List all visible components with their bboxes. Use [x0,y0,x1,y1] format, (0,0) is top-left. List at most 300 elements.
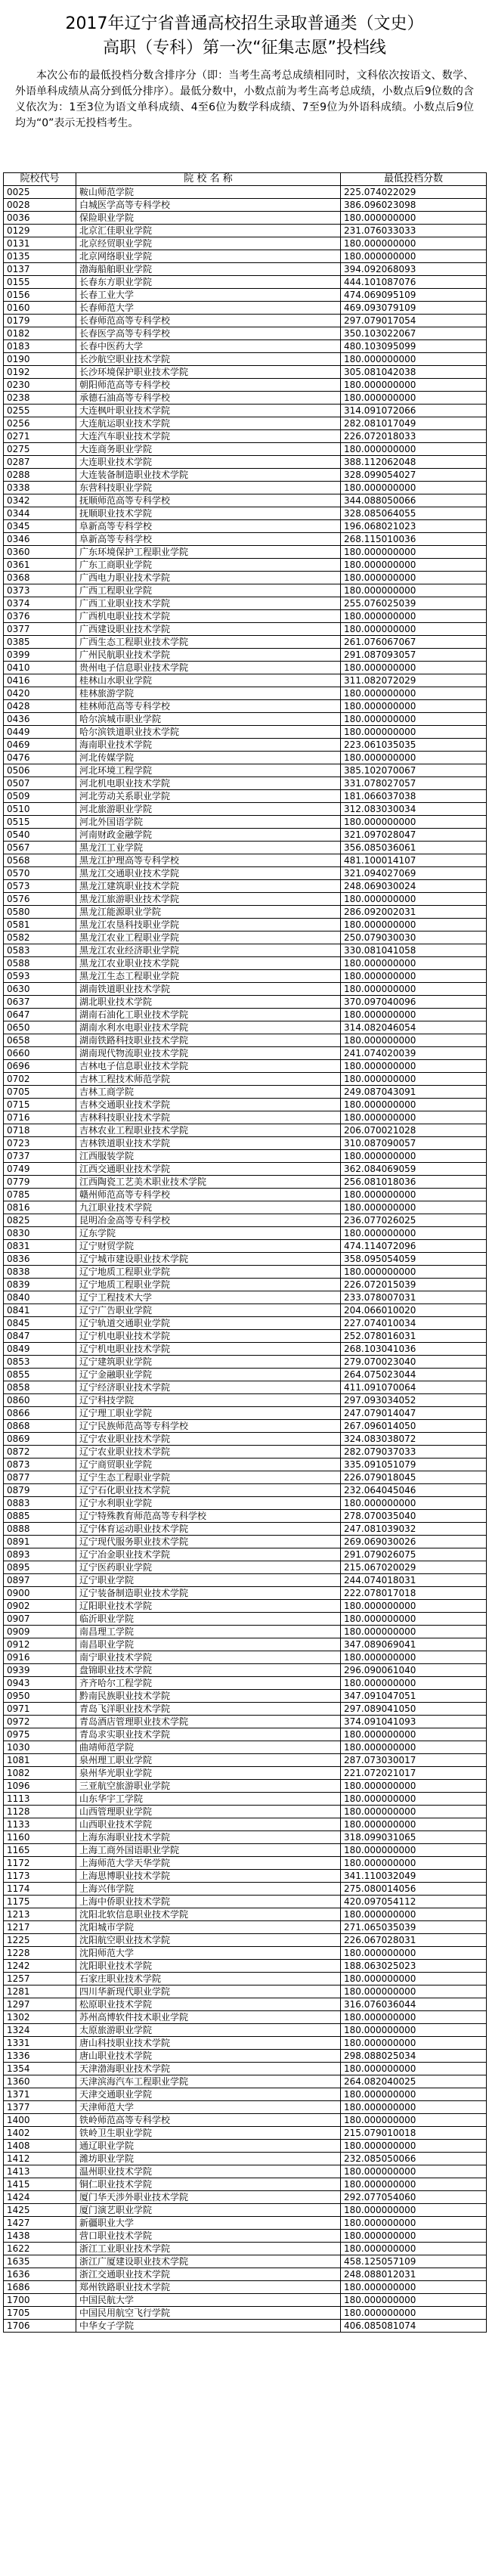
table-row [4,906,487,919]
min-score-cell: 180.000000000 [341,1073,487,1086]
table-row [4,777,487,790]
school-code-cell: 0939 [4,1664,76,1677]
school-name-cell: 鞍山师范学院 [76,186,341,199]
school-code-cell: 0570 [4,867,76,880]
table-row [4,2011,487,2024]
table-row [4,2191,487,2204]
school-code-cell: 0779 [4,1176,76,1189]
table-row [4,597,487,610]
school-name-cell: 中国民航大学 [76,2294,341,2307]
min-score-cell: 215.067020029 [341,1561,487,1574]
table-row [4,790,487,803]
school-code-cell: 0660 [4,1047,76,1060]
table-row [4,1227,487,1240]
min-score-cell: 226.079018045 [341,1471,487,1484]
min-score-cell: 279.070023040 [341,1356,487,1369]
min-score-cell: 180.000000000 [341,2114,487,2127]
min-score-cell: 458.125057109 [341,2255,487,2268]
school-name-cell: 赣州师范高等专科学校 [76,1189,341,1201]
table-row [4,1677,487,1690]
school-code-cell: 0723 [4,1137,76,1150]
school-code-cell: 1336 [4,2050,76,2063]
min-score-cell: 305.081042038 [341,366,487,379]
school-name-cell: 临沂职业学院 [76,1613,341,1626]
table-row [4,199,487,212]
school-code-cell: 0975 [4,1728,76,1741]
school-code-cell: 0573 [4,880,76,893]
table-row [4,507,487,520]
school-code-cell: 0909 [4,1626,76,1638]
table-row [4,2088,487,2101]
school-name-cell: 上海工商外国语职业学院 [76,1844,341,1857]
school-name-cell: 辽宁水利职业学院 [76,1497,341,1510]
school-name-cell: 辽宁体育运动职业技术学院 [76,1523,341,1536]
min-score-cell: 386.096023098 [341,199,487,212]
school-code-cell: 0838 [4,1266,76,1279]
min-score-cell: 232.085050066 [341,2153,487,2165]
min-score-cell: 296.090061040 [341,1664,487,1677]
school-code-cell: 0416 [4,674,76,687]
school-name-cell: 海南职业技术学院 [76,739,341,752]
school-name-cell: 江西陶瓷工艺美术职业技术学院 [76,1176,341,1189]
school-name-cell: 昆明冶金高等专科学校 [76,1214,341,1227]
school-code-cell: 0288 [4,469,76,482]
table-row [4,1420,487,1433]
school-code-cell: 0509 [4,790,76,803]
table-row [4,2101,487,2114]
school-code-cell: 0872 [4,1446,76,1458]
min-score-cell: 362.084069059 [341,1163,487,1176]
school-code-cell: 1622 [4,2243,76,2255]
min-score-cell: 180.000000000 [341,1947,487,1960]
school-code-cell: 0840 [4,1291,76,1304]
min-score-cell: 291.087093057 [341,649,487,662]
table-row [4,482,487,494]
school-name-cell: 辽宁石化职业技术学院 [76,1484,341,1497]
school-name-cell: 河北旅游职业学院 [76,803,341,816]
table-row [4,1497,487,1510]
table-row [4,623,487,636]
school-code-cell: 0588 [4,957,76,970]
min-score-cell: 180.000000000 [341,2243,487,2255]
score-table [3,172,487,2333]
table-row [4,2204,487,2217]
school-name-cell: 铁岭卫生职业学院 [76,2127,341,2140]
table-row [4,1253,487,1266]
table-row [4,1934,487,1947]
school-name-cell: 河北环境工程学院 [76,764,341,777]
school-code-cell: 1213 [4,1908,76,1921]
school-name-cell: 辽宁经济职业技术学院 [76,1381,341,1394]
min-score-cell: 180.000000000 [341,2037,487,2050]
school-code-cell: 0825 [4,1214,76,1227]
school-name-cell: 天津交通职业学院 [76,2088,341,2101]
school-code-cell: 1081 [4,1754,76,1767]
school-code-cell: 0287 [4,456,76,469]
min-score-cell: 180.000000000 [341,1227,487,1240]
school-code-cell: 0476 [4,752,76,764]
table-row [4,1279,487,1291]
min-score-cell: 180.000000000 [341,2230,487,2243]
min-score-cell: 180.000000000 [341,1189,487,1201]
school-code-cell: 0972 [4,1716,76,1728]
min-score-cell: 204.066010020 [341,1304,487,1317]
school-name-cell: 大连航运职业技术学院 [76,417,341,430]
min-score-cell: 180.000000000 [341,1780,487,1793]
min-score-cell: 233.078007031 [341,1291,487,1304]
school-name-cell: 泉州华光职业学院 [76,1767,341,1780]
school-name-cell: 新疆职业大学 [76,2217,341,2230]
school-code-cell: 0907 [4,1613,76,1626]
school-name-cell: 辽宁特殊教育师范高等专科学校 [76,1510,341,1523]
school-name-cell: 江西交通职业技术学院 [76,1163,341,1176]
table-row [4,674,487,687]
school-code-cell: 0637 [4,996,76,1009]
table-row [4,379,487,392]
school-name-cell: 大连汽车职业技术学院 [76,430,341,443]
school-name-cell: 中华女子学院 [76,2320,341,2333]
school-name-cell: 沈阳城市学院 [76,1921,341,1934]
school-name-cell: 哈尔滨城市职业学院 [76,713,341,726]
school-name-cell: 长沙航空职业技术学院 [76,353,341,366]
table-row [4,1626,487,1638]
school-name-cell: 黑龙江生态工程职业学院 [76,970,341,983]
school-name-cell: 营口职业技术学院 [76,2230,341,2243]
min-score-cell: 180.000000000 [341,970,487,983]
school-code-cell: 0847 [4,1330,76,1343]
school-code-cell: 1706 [4,2320,76,2333]
school-code-cell: 0583 [4,944,76,957]
school-name-cell: 辽宁冶金职业技术学院 [76,1548,341,1561]
table-row [4,430,487,443]
table-row [4,443,487,456]
table-row [4,456,487,469]
table-row [4,2153,487,2165]
min-score-cell: 180.000000000 [341,623,487,636]
school-code-cell: 0950 [4,1690,76,1703]
min-score-cell: 297.089041050 [341,1703,487,1716]
min-score-cell: 180.000000000 [341,957,487,970]
min-score-cell: 180.000000000 [341,1626,487,1638]
min-score-cell: 286.092002031 [341,906,487,919]
school-code-cell: 0567 [4,842,76,854]
min-score-cell: 267.096014050 [341,1420,487,1433]
table-row [4,1831,487,1844]
table-row [4,302,487,315]
school-name-cell: 大连商务职业学院 [76,443,341,456]
school-name-cell: 河北机电职业技术学院 [76,777,341,790]
school-name-cell: 黑龙江旅游职业技术学院 [76,893,341,906]
table-row [4,1394,487,1407]
min-score-cell: 310.087090057 [341,1137,487,1150]
school-code-cell: 0869 [4,1433,76,1446]
table-row [4,687,487,700]
min-score-cell: 180.000000000 [341,1009,487,1021]
school-code-cell: 0841 [4,1304,76,1317]
school-code-cell: 0888 [4,1523,76,1536]
min-score-cell: 223.061035035 [341,739,487,752]
school-name-cell: 黑龙江建筑职业技术学院 [76,880,341,893]
min-score-cell: 180.000000000 [341,752,487,764]
school-code-cell: 0900 [4,1587,76,1600]
table-row [4,225,487,237]
min-score-cell: 188.063025023 [341,1960,487,1973]
min-score-cell: 196.068021023 [341,520,487,533]
school-code-cell: 1174 [4,1883,76,1896]
min-score-cell: 271.065035039 [341,1921,487,1934]
min-score-cell: 180.000000000 [341,1150,487,1163]
min-score-cell: 180.000000000 [341,2011,487,2024]
school-name-cell: 广东环境保护工程职业学院 [76,546,341,559]
school-name-cell: 长沙环境保护职业技术学院 [76,366,341,379]
school-name-cell: 吉林工程技术师范学院 [76,1073,341,1086]
min-score-cell: 180.000000000 [341,237,487,250]
table-row [4,803,487,816]
school-name-cell: 上海兴伟学院 [76,1883,341,1896]
min-score-cell: 314.082046054 [341,1021,487,1034]
school-name-cell: 辽宁医药职业学院 [76,1561,341,1574]
header-code: 院校代号 [4,173,76,186]
school-name-cell: 河南财政金融学院 [76,829,341,842]
school-name-cell: 北京网络职业学院 [76,250,341,263]
table-row [4,2294,487,2307]
school-name-cell: 抚顺职业技术学院 [76,507,341,520]
school-code-cell: 1438 [4,2230,76,2243]
school-name-cell: 湖南石油化工职业技术学院 [76,1009,341,1021]
min-score-cell: 297.079017054 [341,315,487,327]
school-code-cell: 0506 [4,764,76,777]
school-code-cell: 0858 [4,1381,76,1394]
school-code-cell: 0716 [4,1111,76,1124]
school-code-cell: 1302 [4,2011,76,2024]
school-code-cell: 0179 [4,315,76,327]
school-name-cell: 北京汇佳职业学院 [76,225,341,237]
school-name-cell: 辽宁广告职业学院 [76,1304,341,1317]
table-row [4,1317,487,1330]
table-row [4,2024,487,2037]
min-score-cell: 221.072021017 [341,1767,487,1780]
min-score-cell: 180.000000000 [341,1741,487,1754]
table-row [4,1446,487,1458]
min-score-cell: 180.000000000 [341,2140,487,2153]
school-code-cell: 1165 [4,1844,76,1857]
table-row [4,1651,487,1664]
min-score-cell: 180.000000000 [341,1677,487,1690]
table-row [4,1690,487,1703]
school-name-cell: 天津渤海职业技术学院 [76,2063,341,2075]
min-score-cell: 222.078017018 [341,1587,487,1600]
table-row [4,2281,487,2294]
school-name-cell: 辽宁机电职业技术学院 [76,1343,341,1356]
school-name-cell: 曲靖师范学院 [76,1741,341,1754]
school-name-cell: 辽宁理工职业学院 [76,1407,341,1420]
school-name-cell: 桂林旅游学院 [76,687,341,700]
school-code-cell: 0420 [4,687,76,700]
min-score-cell: 180.000000000 [341,1651,487,1664]
school-code-cell: 0428 [4,700,76,713]
table-row [4,752,487,764]
table-row [4,1047,487,1060]
school-code-cell: 1228 [4,1947,76,1960]
school-name-cell: 铁岭师范高等专科学校 [76,2114,341,2127]
school-name-cell: 松原职业技术学院 [76,1998,341,2011]
min-score-cell: 350.103022067 [341,327,487,340]
min-score-cell: 215.079010018 [341,2127,487,2140]
school-code-cell: 1324 [4,2024,76,2037]
school-name-cell: 大连枫叶职业技术学院 [76,405,341,417]
min-score-cell: 180.000000000 [341,1613,487,1626]
school-code-cell: 1635 [4,2255,76,2268]
table-row [4,1767,487,1780]
school-code-cell: 0361 [4,559,76,572]
school-code-cell: 0238 [4,392,76,405]
school-name-cell: 黑龙江交通职业技术学院 [76,867,341,880]
table-row [4,1124,487,1137]
school-name-cell: 通辽职业学院 [76,2140,341,2153]
min-score-cell: 180.000000000 [341,2217,487,2230]
table-row [4,1947,487,1960]
min-score-cell: 180.000000000 [341,250,487,263]
min-score-cell: 206.070021028 [341,1124,487,1137]
min-score-cell: 241.074020039 [341,1047,487,1060]
table-row [4,1574,487,1587]
table-row [4,1985,487,1998]
min-score-cell: 180.000000000 [341,1600,487,1613]
table-row [4,1548,487,1561]
school-name-cell: 吉林交通职业技术学院 [76,1099,341,1111]
school-name-cell: 辽宁农业职业技术学院 [76,1433,341,1446]
min-score-cell: 180.000000000 [341,353,487,366]
table-row [4,494,487,507]
min-score-cell: 180.000000000 [341,713,487,726]
min-score-cell: 347.089069041 [341,1638,487,1651]
school-code-cell: 1425 [4,2204,76,2217]
min-score-cell: 180.000000000 [341,2307,487,2320]
min-score-cell: 335.091051079 [341,1458,487,1471]
school-name-cell: 哈尔滨铁道职业技术学院 [76,726,341,739]
min-score-cell: 180.000000000 [341,1497,487,1510]
school-name-cell: 辽宁农业职业技术学院 [76,1446,341,1458]
school-code-cell: 1400 [4,2114,76,2127]
min-score-cell: 180.000000000 [341,2178,487,2191]
min-score-cell: 247.079014047 [341,1407,487,1420]
min-score-cell: 420.097054112 [341,1896,487,1908]
table-row [4,340,487,353]
school-name-cell: 四川华新现代职业学院 [76,1985,341,1998]
table-row [4,1638,487,1651]
table-row [4,1741,487,1754]
school-code-cell: 1705 [4,2307,76,2320]
table-row [4,1998,487,2011]
min-score-cell: 344.088050066 [341,494,487,507]
school-code-cell: 0028 [4,199,76,212]
min-score-cell: 316.076036044 [341,1998,487,2011]
school-code-cell: 0816 [4,1201,76,1214]
school-code-cell: 0368 [4,572,76,584]
school-name-cell: 桂林师范高等专科学校 [76,700,341,713]
min-score-cell: 180.000000000 [341,2063,487,2075]
min-score-cell: 247.081039032 [341,1523,487,1536]
school-code-cell: 0377 [4,623,76,636]
table-row [4,983,487,996]
school-name-cell: 湖南铁道职业技术学院 [76,983,341,996]
table-row [4,1356,487,1369]
table-row [4,726,487,739]
min-score-cell: 180.000000000 [341,610,487,623]
min-score-cell: 180.000000000 [341,2294,487,2307]
school-name-cell: 黑龙江农业经济职业学院 [76,944,341,957]
school-code-cell: 0647 [4,1009,76,1021]
min-score-cell: 180.000000000 [341,584,487,597]
school-name-cell: 天津滨海汽车工程职业学院 [76,2075,341,2088]
school-name-cell: 吉林农业工程职业技术学院 [76,1124,341,1137]
school-name-cell: 贵州电子信息职业技术学院 [76,662,341,674]
school-name-cell: 沈阳北软信息职业技术学院 [76,1908,341,1921]
min-score-cell: 226.072015039 [341,1279,487,1291]
min-score-cell: 181.066037038 [341,790,487,803]
school-name-cell: 青岛飞洋职业技术学院 [76,1703,341,1716]
school-name-cell: 沈阳师范大学 [76,1947,341,1960]
school-name-cell: 山西职业技术学院 [76,1818,341,1831]
table-row [4,1099,487,1111]
min-score-cell: 356.085036061 [341,842,487,854]
table-row [4,2050,487,2063]
school-code-cell: 0877 [4,1471,76,1484]
min-score-cell: 282.079037033 [341,1446,487,1458]
school-code-cell: 1360 [4,2075,76,2088]
table-row [4,1201,487,1214]
school-name-cell: 辽阳职业技术学院 [76,1600,341,1613]
school-name-cell: 辽宁轨道交通职业学院 [76,1317,341,1330]
school-name-cell: 浙江广厦建设职业技术学院 [76,2255,341,2268]
school-code-cell: 0436 [4,713,76,726]
min-score-cell: 180.000000000 [341,559,487,572]
table-row [4,1960,487,1973]
school-code-cell: 0885 [4,1510,76,1523]
table-row [4,2140,487,2153]
school-code-cell: 0192 [4,366,76,379]
table-row [4,1034,487,1047]
table-row [4,392,487,405]
school-code-cell: 1172 [4,1857,76,1870]
school-code-cell: 0891 [4,1536,76,1548]
school-name-cell: 上海东海职业技术学院 [76,1831,341,1844]
min-score-cell: 358.095054059 [341,1253,487,1266]
school-name-cell: 长春中医药大学 [76,340,341,353]
school-code-cell: 1412 [4,2153,76,2165]
min-score-cell: 180.000000000 [341,443,487,456]
table-row [4,919,487,932]
school-code-cell: 1242 [4,1960,76,1973]
school-code-cell: 0507 [4,777,76,790]
table-row [4,1266,487,1279]
min-score-cell: 232.064045046 [341,1484,487,1497]
school-code-cell: 0718 [4,1124,76,1137]
table-row [4,1908,487,1921]
table-row [4,662,487,674]
table-row [4,610,487,623]
table-row [4,559,487,572]
table-row [4,1806,487,1818]
school-code-cell: 1331 [4,2037,76,2050]
school-code-cell: 0860 [4,1394,76,1407]
table-row [4,1060,487,1073]
school-code-cell: 0873 [4,1458,76,1471]
min-score-cell: 180.000000000 [341,1985,487,1998]
school-name-cell: 渤海船舶职业学院 [76,263,341,276]
table-row [4,713,487,726]
min-score-cell: 261.076067067 [341,636,487,649]
